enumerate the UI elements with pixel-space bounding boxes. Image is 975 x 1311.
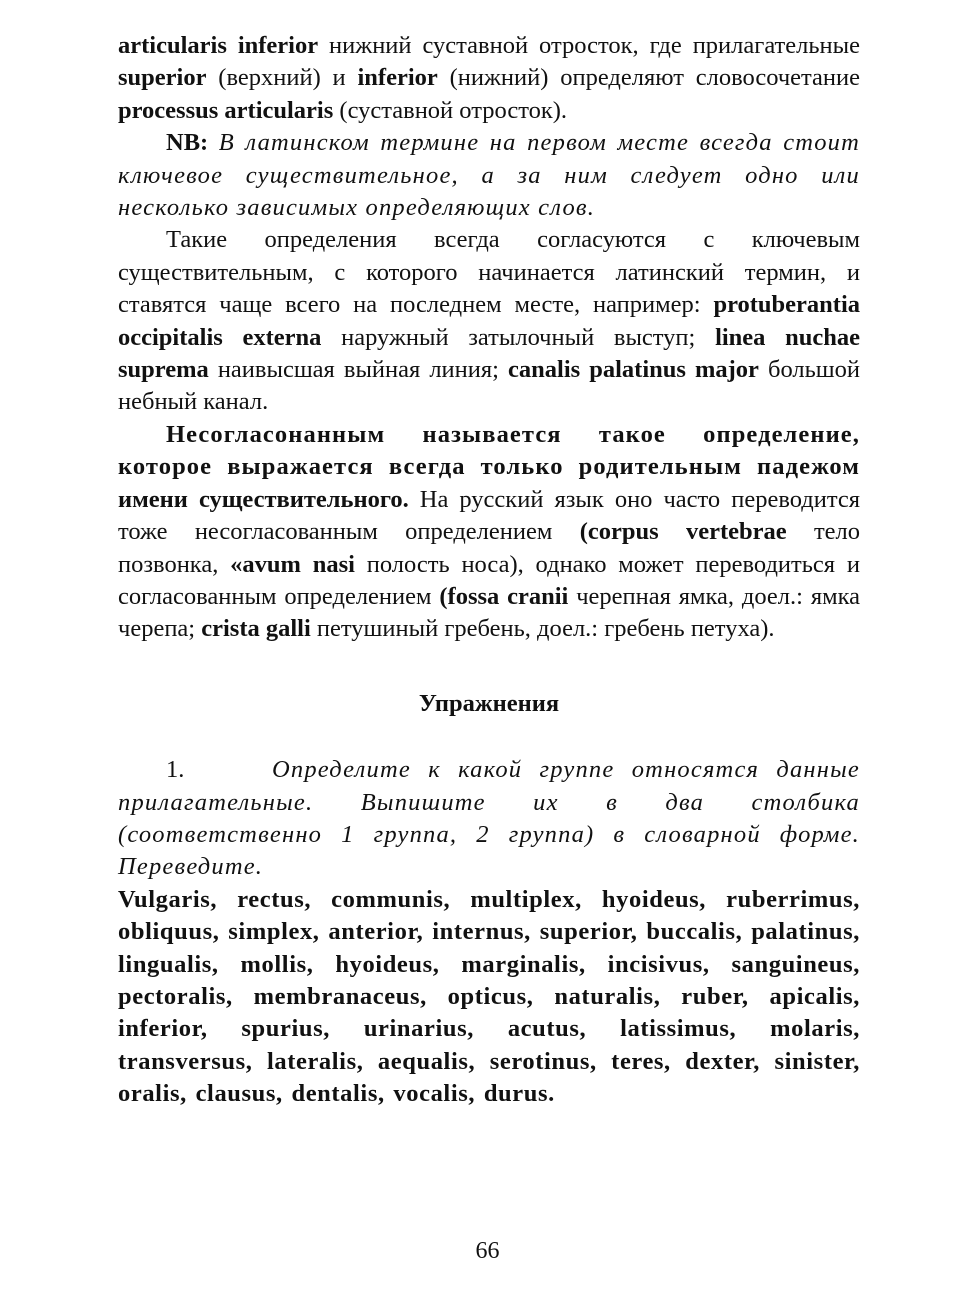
text-segment: полость носа), однако может переводиться и согласованным определением: [118, 550, 860, 610]
text-segment: наивысшая выйная линия;: [208, 356, 509, 384]
paragraph-non-agreed-attributes: [118, 419, 860, 646]
term-superior: superior: [118, 64, 207, 92]
term-corpus-vertebrae: (corpus vertebrae: [579, 518, 787, 546]
nb-text: В латинском термине на первом месте всегда стоит ключевое существительное, а за ним следует одно или несколько зависимых определяющих слов.: [118, 129, 860, 222]
term-protuberantia: protuberantia occipitalis externa: [118, 291, 860, 351]
text-segment: Такие определения всегда согласуются с ключевым существительным, с которого начинается латинский термин, и ставятся чаще всего на последнем месте, например:: [118, 226, 860, 319]
exercise-number: 1.: [166, 756, 185, 784]
definition-spaced: Несогласонанным называется такое определение, которое выражается всегда только родительным падежом: [118, 420, 860, 481]
text-segment: наружный затылочный выступ;: [321, 323, 716, 351]
term-canalis-palatinus: canalis palatinus major: [508, 356, 759, 384]
text-segment: (нижний) определяют словосочетание: [437, 64, 861, 92]
text-segment: (суставной отросток).: [333, 96, 568, 124]
term-processus-articularis: processus articularis: [118, 96, 334, 124]
paragraph-articularis: [118, 30, 860, 127]
text-segment: нижний суставной отросток, где прилагательные: [318, 32, 860, 59]
text-segment: черепная ямка, доел.: ямка черепа;: [118, 582, 860, 643]
term-inferior: inferior: [357, 64, 438, 92]
page-number: 66: [475, 1238, 500, 1264]
section-heading: Упражнения: [418, 689, 560, 717]
term-articularis-inferior: articularis inferior: [118, 32, 319, 59]
paragraph-agreed-attributes: [118, 224, 860, 418]
text-segment: (верхний) и: [206, 64, 358, 92]
term-linea-nuchae: linea nuchae suprema: [118, 323, 861, 384]
text-segment: тело позвонка,: [118, 518, 860, 578]
page-content: [118, 30, 860, 1111]
term-avum-nasi: «avum nasi: [230, 550, 355, 578]
exercise-instructions: Определите к какой группе относятся данные прилагательные. Выпишите их в два столбика (соответственно 1 группа, 2 группа) в словарной форме. Переведите.: [118, 756, 860, 881]
nb-label: NB:: [166, 129, 209, 157]
text-segment: большой небный канал.: [118, 356, 860, 416]
text-segment: На русский язык оно часто переводится тоже несогласованным определением: [118, 485, 860, 546]
text-segment: петушиный гребень, доел.: гребень петуха).: [310, 615, 775, 643]
exercise-task: [118, 754, 860, 884]
exercise-word-list: Vulgaris, rectus, communis, multiplex, hyoideus, ruberrimus, obliquus, simplex, anterior, internus, superior, buccalis, palatinus, lingualis, mollis, hyoideus, marginalis, incisivus, sanguineus, pectoralis, membranaceus, opticus, naturalis, ruber, apicalis, inferior, spurius, urinarius, acutus, latissimus, molaris, transversus, lateralis, aequalis, serotinus, teres, dexter, sinister, oralis, clausus, dentalis, vocalis, durus.: [118, 885, 860, 1108]
definition-end: имени существительного.: [118, 485, 409, 513]
term-crista-galli: crista galli: [201, 615, 311, 643]
nota-bene: [118, 127, 860, 224]
term-fossa-cranii: (fossa cranii: [439, 582, 569, 610]
